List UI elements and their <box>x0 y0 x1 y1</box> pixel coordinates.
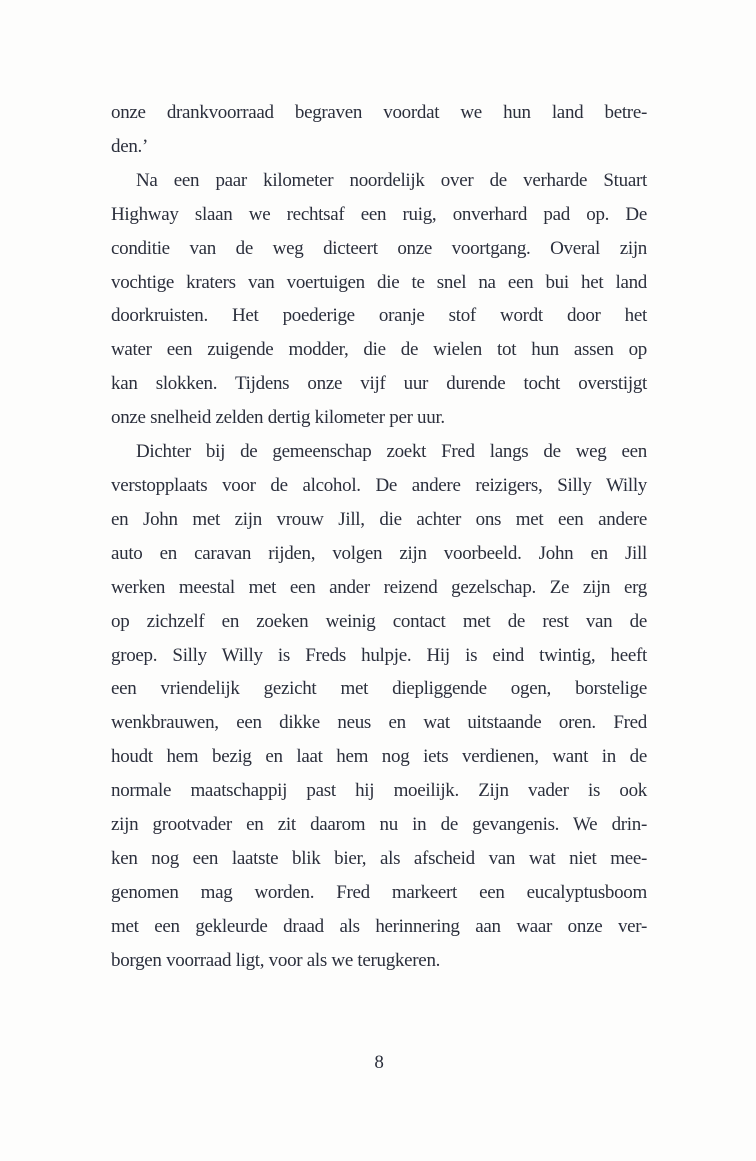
text-line: op zichzelf en zoeken weinig contact met de rest van de <box>111 610 647 632</box>
text-line: houdt hem bezig en laat hem nog iets verdienen, want in de <box>111 746 647 768</box>
text-line: Na een paar kilometer noordelijk over de verharde Stuart <box>136 169 647 191</box>
body-text <box>111 96 647 978</box>
text-line: een vriendelijk gezicht met diepliggende ogen, borstelige <box>111 678 647 700</box>
text-line: kan slokken. Tijdens onze vijf uur durende tocht overstijgt <box>111 373 647 395</box>
text-line: onze drankvoorraad begraven voordat we hun land betre- <box>111 102 647 123</box>
text-line: vochtige kraters van voertuigen die te snel na een bui het land <box>111 271 647 293</box>
text-line: den.’ <box>111 135 149 157</box>
text-line: werken meestal met een ander reizend gezelschap. Ze zijn erg <box>111 576 647 598</box>
text-line: wenkbrauwen, een dikke neus en wat uitstaande oren. Fred <box>111 712 647 734</box>
text-line: genomen mag worden. Fred markeert een eucalyptusboom <box>111 881 647 903</box>
text-line: conditie van de weg dicteert onze voortgang. Overal zijn <box>111 237 647 259</box>
text-line: ken nog een laatste blik bier, als afscheid van wat niet mee- <box>111 847 647 869</box>
text-line: met een gekleurde draad als herinnering aan waar onze ver- <box>111 915 647 937</box>
text-line: en John met zijn vrouw Jill, die achter ons met een andere <box>111 508 647 530</box>
text-line: normale maatschappij past hij moeilijk. Zijn vader is ook <box>111 780 647 802</box>
text-line: water een zuigende modder, die de wielen tot hun assen op <box>111 339 647 361</box>
text-line: Dichter bij de gemeenschap zoekt Fred langs de weg een <box>136 441 647 463</box>
text-line: doorkruisten. Het poederige oranje stof wordt door het <box>111 305 647 327</box>
text-line: Highway slaan we rechtsaf een ruig, onverhard pad op. De <box>111 203 647 225</box>
text-line: auto en caravan rijden, volgen zijn voorbeeld. John en Jill <box>111 542 647 564</box>
text-line: onze snelheid zelden dertig kilometer per uur. <box>111 407 445 429</box>
text-line: borgen voorraad ligt, voor als we terugkeren. <box>111 949 441 971</box>
text-line: verstopplaats voor de alcohol. De andere reizigers, Silly Willy <box>111 474 647 496</box>
text-line: groep. Silly Willy is Freds hulpje. Hij is eind twintig, heeft <box>111 644 647 666</box>
text-line: zijn grootvader en zit daarom nu in de gevangenis. We drin- <box>111 814 647 836</box>
page-number: 8 <box>374 1052 384 1073</box>
